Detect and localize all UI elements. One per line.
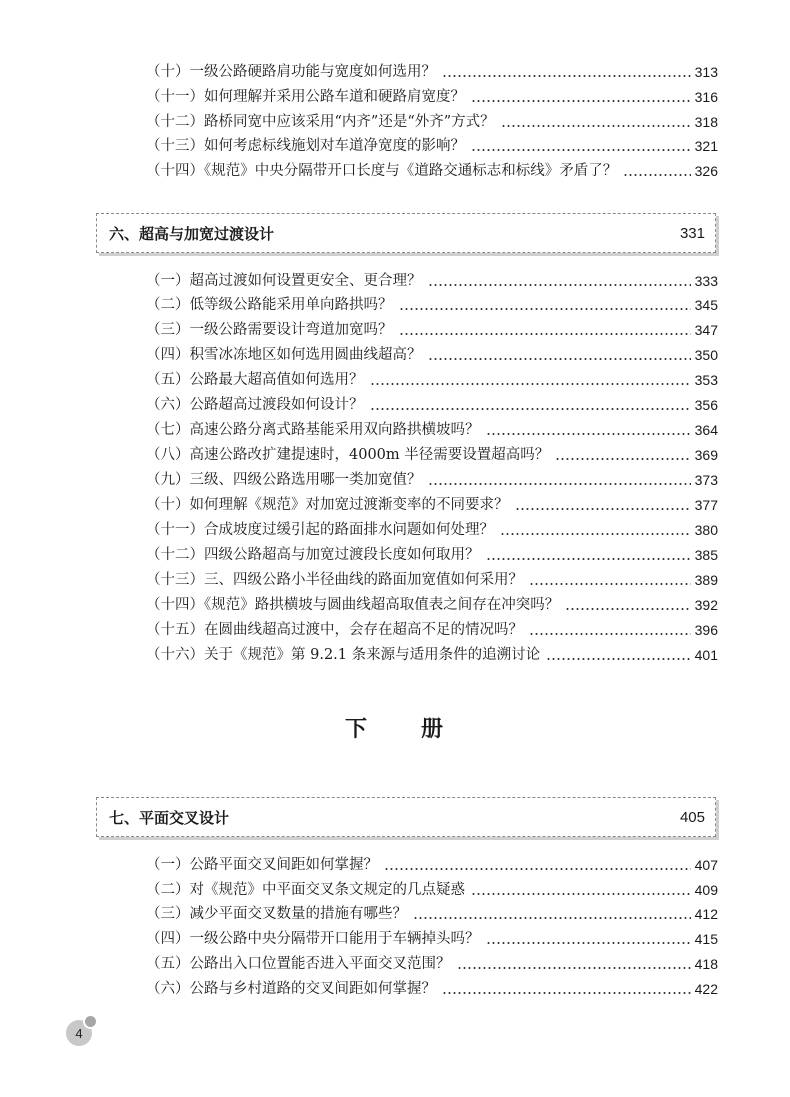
entry-page: 333 <box>694 273 718 289</box>
entry-title: （十三）如何考虑标线施划对车道净宽度的影响？ <box>146 138 465 154</box>
entry-title: （十五）在圆曲线超高过渡中，会存在超高不足的情况吗？ <box>146 622 523 638</box>
entry-title: （十一）合成坡度过缓引起的路面排水问题如何处理？ <box>146 522 494 538</box>
entry-title: （三）减少平面交叉数量的措施有哪些？ <box>146 906 407 922</box>
toc-entry[interactable] <box>146 443 718 467</box>
entry-page: 380 <box>694 522 718 538</box>
toc-entry[interactable] <box>146 110 718 134</box>
entry-title: （三）一级公路需要设计弯道加宽吗？ <box>146 322 393 338</box>
leader-dots <box>546 643 691 667</box>
toc-entry[interactable] <box>146 293 718 317</box>
toc-entry[interactable] <box>146 134 718 158</box>
toc-entry[interactable] <box>146 493 718 517</box>
section-title: 六、超高与加宽过渡设计 <box>109 224 275 243</box>
toc-entry[interactable] <box>146 853 718 877</box>
toc-entry[interactable] <box>146 343 718 367</box>
leader-dots <box>623 159 690 183</box>
leader-dots <box>555 443 690 467</box>
leader-dots <box>486 418 691 442</box>
entry-title: （十六）关于《规范》第 9.2.1 条来源与适用条件的追溯讨论 <box>146 647 541 663</box>
entry-title: （五）公路最大超高值如何选用？ <box>146 372 364 388</box>
toc-entry[interactable] <box>146 85 718 109</box>
entry-page: 396 <box>694 622 718 638</box>
entry-title: （一）公路平面交叉间距如何掌握？ <box>146 857 378 873</box>
leader-dots <box>428 269 691 293</box>
toc-entry[interactable] <box>146 618 718 642</box>
entry-title: （九）三级、四级公路选用哪一类加宽值？ <box>146 472 422 488</box>
entry-title: （十）如何理解《规范》对加宽过渡渐变率的不同要求？ <box>146 497 509 513</box>
volume-heading <box>0 712 790 743</box>
badge-dot-icon <box>83 1014 98 1029</box>
leader-dots <box>399 318 691 342</box>
volume-char: 下 <box>344 717 369 742</box>
entry-title: （十一）如何理解并采用公路车道和硬路肩宽度？ <box>146 89 465 105</box>
entry-page: 418 <box>694 956 718 972</box>
entry-page: 326 <box>694 163 718 179</box>
toc-entry[interactable] <box>146 902 718 926</box>
entry-page: 316 <box>694 89 718 105</box>
leader-dots <box>486 927 691 951</box>
volume-char: 册 <box>421 717 446 742</box>
toc-entry[interactable] <box>146 418 718 442</box>
section-page: 405 <box>679 808 705 826</box>
entry-title: （五）公路出入口位置能否进入平面交叉范围？ <box>146 956 451 972</box>
leader-dots <box>370 393 691 417</box>
toc-entry[interactable] <box>146 543 718 567</box>
leader-dots <box>471 878 691 902</box>
entry-title: （四）一级公路中央分隔带开口能用于车辆掉头吗？ <box>146 931 480 947</box>
leader-dots <box>428 343 691 367</box>
page-number: 4 <box>75 1025 83 1041</box>
leader-dots <box>442 60 691 84</box>
leader-dots <box>486 543 691 567</box>
leader-dots <box>384 853 691 877</box>
toc-entry[interactable] <box>146 318 718 342</box>
entry-page: 385 <box>694 547 718 563</box>
leader-dots <box>515 493 691 517</box>
leader-dots <box>529 568 691 592</box>
entry-title: （二）对《规范》中平面交叉条文规定的几点疑惑 <box>146 882 465 898</box>
entry-page: 313 <box>694 64 718 80</box>
entry-title: （六）公路与乡村道路的交叉间距如何掌握？ <box>146 981 436 997</box>
entry-title: （六）公路超高过渡段如何设计？ <box>146 397 364 413</box>
leader-dots <box>457 952 691 976</box>
entry-page: 422 <box>694 981 718 997</box>
leader-dots <box>529 618 691 642</box>
toc-entry[interactable] <box>146 977 718 1001</box>
entry-page: 377 <box>694 497 718 513</box>
entry-title: （一）超高过渡如何设置更安全、更合理？ <box>146 273 422 289</box>
entry-title: （十二）路桥同宽中应该采用“内齐”还是“外齐”方式？ <box>146 114 495 130</box>
leader-dots <box>471 134 691 158</box>
entry-title: （十四）《规范》路拱横坡与圆曲线超高取值表之间存在冲突吗？ <box>146 597 560 613</box>
leader-dots <box>471 85 691 109</box>
entry-title: （十）一级公路硬路肩功能与宽度如何选用？ <box>146 64 436 80</box>
entry-page: 364 <box>694 422 718 438</box>
entry-title: （二）低等级公路能采用单向路拱吗？ <box>146 297 393 313</box>
entry-title: （四）积雪冰冻地区如何选用圆曲线超高？ <box>146 347 422 363</box>
section-page: 331 <box>679 224 705 242</box>
entry-title: （八）高速公路改扩建提速时，4000m 半径需要设置超高吗？ <box>146 447 550 463</box>
leader-dots <box>370 368 691 392</box>
toc-entry[interactable] <box>146 643 718 667</box>
entry-page: 345 <box>694 297 718 313</box>
leader-dots <box>565 593 690 617</box>
toc-entry[interactable] <box>146 878 718 902</box>
toc-entry[interactable] <box>146 468 718 492</box>
entry-page: 373 <box>694 472 718 488</box>
section-header[interactable] <box>96 797 716 837</box>
entry-page: 415 <box>694 931 718 947</box>
entry-page: 353 <box>694 372 718 388</box>
toc-entry[interactable] <box>146 927 718 951</box>
leader-dots <box>501 110 691 134</box>
toc-entry[interactable] <box>146 568 718 592</box>
leader-dots <box>399 293 691 317</box>
entry-page: 407 <box>694 857 718 873</box>
toc-entry[interactable] <box>146 159 718 183</box>
entry-title: （十四）《规范》中央分隔带开口长度与《道路交通标志和标线》矛盾了？ <box>146 163 618 179</box>
entry-page: 389 <box>694 572 718 588</box>
entry-page: 412 <box>694 906 718 922</box>
section-title: 七、平面交叉设计 <box>109 808 230 827</box>
entry-title: （十二）四级公路超高与加宽过渡段长度如何取用？ <box>146 547 480 563</box>
entry-page: 356 <box>694 397 718 413</box>
toc-entry[interactable] <box>146 593 718 617</box>
entry-page: 318 <box>694 114 718 130</box>
entry-page: 347 <box>694 322 718 338</box>
toc-entry[interactable] <box>146 269 718 293</box>
entry-page: 401 <box>694 647 718 663</box>
entry-title: （十三）三、四级公路小半径曲线的路面加宽值如何采用？ <box>146 572 523 588</box>
leader-dots <box>413 902 691 926</box>
leader-dots <box>442 977 691 1001</box>
entry-page: 369 <box>694 447 718 463</box>
entry-page: 321 <box>694 138 718 154</box>
section-header[interactable] <box>96 213 716 253</box>
leader-dots <box>500 518 691 542</box>
toc-entry[interactable] <box>146 393 718 417</box>
leader-dots <box>428 468 691 492</box>
toc-entry[interactable] <box>146 952 718 976</box>
entry-page: 350 <box>694 347 718 363</box>
toc-entry[interactable] <box>146 518 718 542</box>
toc-entry[interactable] <box>146 60 718 84</box>
entry-title: （七）高速公路分离式路基能采用双向路拱横坡吗？ <box>146 422 480 438</box>
entry-page: 392 <box>694 597 718 613</box>
toc-entry[interactable] <box>146 368 718 392</box>
entry-page: 409 <box>694 882 718 898</box>
